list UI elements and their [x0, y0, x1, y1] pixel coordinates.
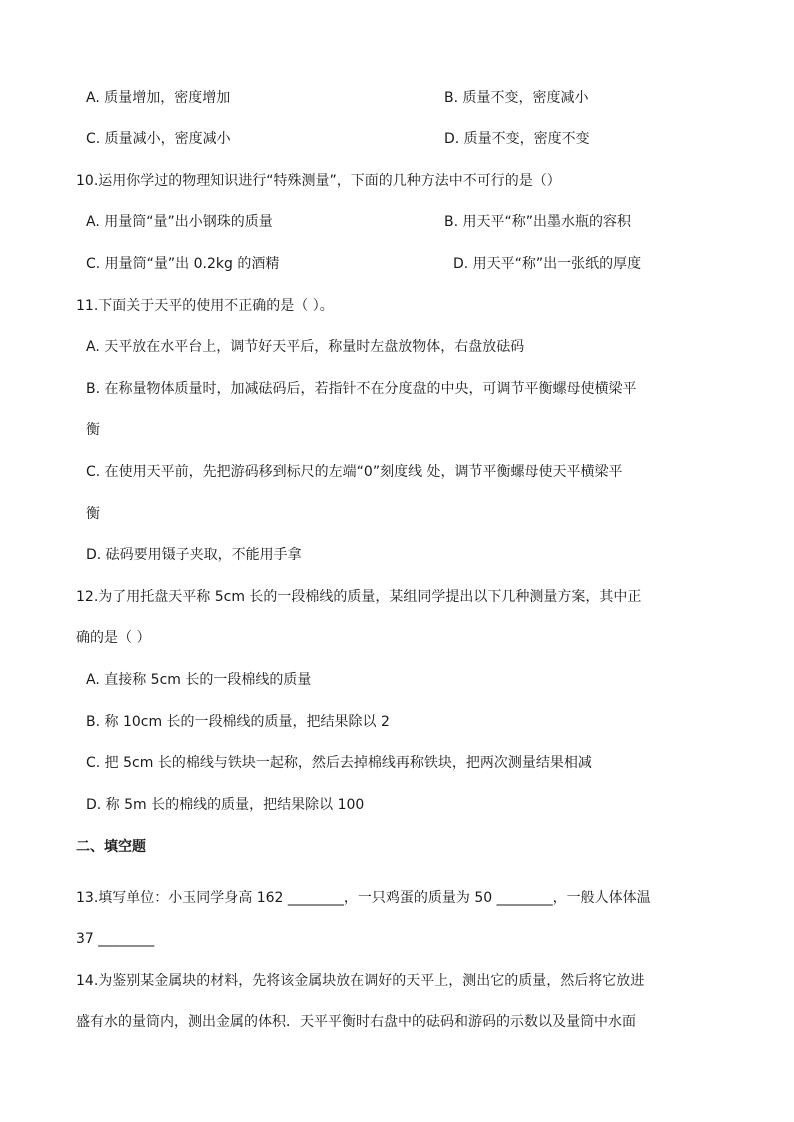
q12-stem-line2: 确的是（ ） [76, 630, 151, 646]
section-heading-fill-in: 二、填空题 [76, 839, 146, 855]
q11-stem: 11.下面关于天平的使用不正确的是（ ）。 [76, 298, 334, 314]
q14-line2: 盛有水的量筒内，测出金属的体积．天平平衡时右盘中的砝码和游码的示数以及量筒中水面 [76, 1014, 636, 1030]
q11-option-c-line1: C. 在使用天平前，先把游码移到标尺的左端“0”刻度线 处，调节平衡螺母使天平横梁平 [86, 464, 623, 480]
q10-option-a: A. 用量筒“量”出小钢珠的质量 [86, 214, 273, 230]
q10-stem: 10.运用你学过的物理知识进行“特殊测量”，下面的几种方法中不可行的是（） [76, 173, 561, 189]
q12-option-c: C. 把 5cm 长的棉线与铁块一起称，然后去掉棉线再称铁块，把两次测量结果相减 [86, 755, 592, 771]
q12-stem-line1: 12.为了用托盘天平称 5cm 长的一段棉线的质量，某组同学提出以下几种测量方案，其中正 [76, 589, 642, 605]
q9-option-d: D. 质量不变，密度不变 [444, 131, 590, 147]
q13-line1: 13.填写单位：小玉同学身高 162 ________，一只鸡蛋的质量为 50 ________，一般人体体温 [76, 890, 651, 906]
q14-line1: 14.为鉴别某金属块的材料，先将该金属块放在调好的天平上，测出它的质量，然后将它放进 [76, 973, 645, 989]
q12-option-d: D. 称 5m 长的棉线的质量，把结果除以 100 [86, 797, 365, 813]
q11-option-b-line1: B. 在称量物体质量时，加减砝码后，若指针不在分度盘的中央，可调节平衡螺母使横梁平 [86, 381, 637, 397]
q13-line2: 37 ________ [76, 931, 155, 947]
q10-option-b: B. 用天平“称”出墨水瓶的容积 [444, 214, 632, 230]
q12-option-a: A. 直接称 5cm 长的一段棉线的质量 [86, 672, 312, 688]
q11-option-a: A. 天平放在水平台上，调节好天平后，称量时左盘放物体，右盘放砝码 [86, 339, 525, 355]
q9-option-b: B. 质量不变，密度减小 [444, 90, 589, 106]
q11-option-d: D. 砝码要用镊子夹取，不能用手拿 [86, 547, 302, 563]
q11-option-c-line2: 衡 [86, 506, 100, 522]
q11-option-b-line2: 衡 [86, 422, 100, 438]
q10-option-d: D. 用天平“称”出一张纸的厚度 [453, 256, 642, 272]
q10-option-c: C. 用量筒“量”出 0.2kg 的酒精 [86, 256, 280, 272]
q9-option-a: A. 质量增加，密度增加 [86, 90, 231, 106]
q9-option-c: C. 质量减小，密度减小 [86, 131, 231, 147]
q12-option-b: B. 称 10cm 长的一段棉线的质量，把结果除以 2 [86, 714, 390, 730]
